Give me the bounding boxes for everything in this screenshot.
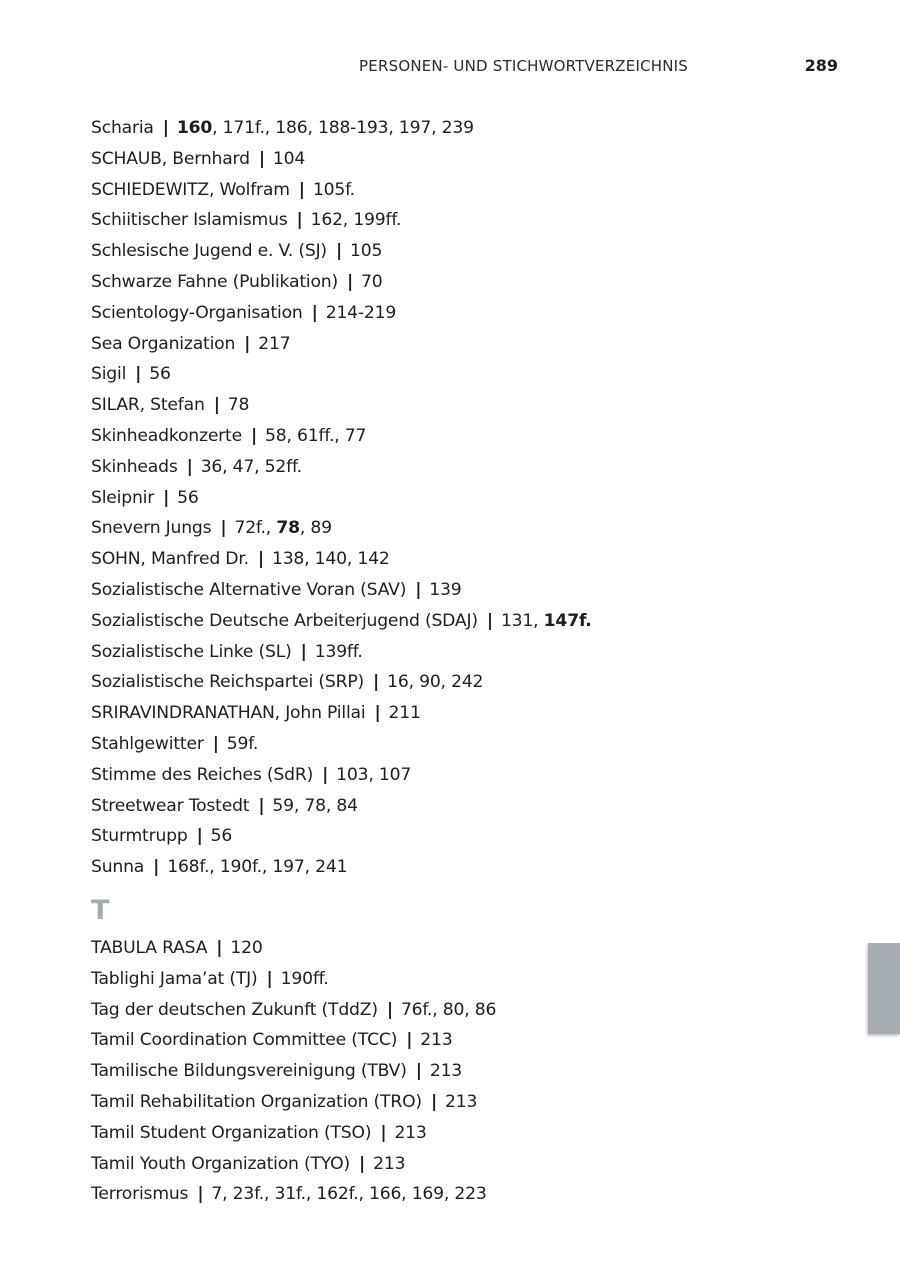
- entry-page-refs: 139: [429, 579, 462, 600]
- entry-page-refs: 56: [177, 487, 199, 508]
- index-entry: [91, 1149, 851, 1180]
- entry-page-ref-bold: 147f.: [543, 610, 592, 631]
- entry-separator: |: [335, 241, 343, 262]
- index-entry: [91, 113, 851, 144]
- entry-term: SILAR, Stefan: [91, 395, 205, 416]
- entry-term: Sunna: [91, 857, 145, 878]
- entry-term: Scientology-Organisation: [91, 302, 303, 323]
- index-entry: [91, 544, 851, 575]
- entry-page-refs: , 89: [299, 518, 332, 539]
- entry-separator: |: [197, 1184, 204, 1205]
- entry-page-refs: 78: [227, 395, 250, 416]
- entry-separator: |: [373, 672, 380, 693]
- entry-term: Sturmtrupp: [91, 826, 188, 847]
- entry-term: Stahlgewitter: [91, 733, 204, 754]
- entry-page-refs: 58, 61ff., 77: [265, 425, 367, 446]
- entry-separator: |: [258, 795, 265, 816]
- entry-term: Sozialistische Deutsche Arbeiterjugend (SDAJ): [91, 610, 478, 631]
- entry-separator: |: [212, 733, 219, 754]
- entry-separator: |: [486, 610, 493, 631]
- entry-page-refs: 213: [394, 1122, 427, 1143]
- entry-separator: |: [216, 937, 223, 958]
- entry-page-refs: 168f., 190f., 197, 241: [167, 857, 348, 878]
- entry-page-refs: 131,: [500, 610, 544, 631]
- entry-term: Sozialistische Reichspartei (SRP): [91, 672, 365, 693]
- entry-separator: |: [386, 999, 393, 1020]
- entry-page-refs: 213: [420, 1030, 453, 1051]
- index-entry: [91, 852, 851, 883]
- index-entry: [91, 729, 851, 760]
- entry-separator: |: [430, 1091, 438, 1112]
- thumb-index-tab: [868, 943, 900, 1034]
- entry-separator: |: [311, 302, 318, 323]
- entry-page-refs: 105f.: [312, 179, 355, 200]
- entry-term: Tablighi Jama’at (TJ): [91, 968, 258, 989]
- entry-term: Schiitischer Islamismus: [91, 210, 288, 231]
- entry-separator: |: [257, 549, 264, 570]
- entry-term: Snevern Jungs: [91, 518, 212, 539]
- entry-page-refs: 213: [373, 1153, 406, 1174]
- entry-term: Sigil: [91, 364, 127, 385]
- page-number: 289: [804, 56, 838, 75]
- entry-term: Skinheads: [91, 456, 178, 477]
- entry-separator: |: [163, 487, 170, 508]
- index-entry: [91, 359, 851, 390]
- entry-page-refs: 214-219: [325, 302, 397, 323]
- entry-term: Streetwear Tostedt: [91, 795, 250, 816]
- entry-separator: |: [135, 364, 142, 385]
- entry-page-refs: 139ff.: [314, 641, 363, 662]
- entry-separator: |: [359, 1153, 366, 1174]
- entry-term: Sea Organization: [91, 333, 236, 354]
- entry-term: SRIRAVINDRANATHAN, John Pillai: [91, 703, 366, 724]
- entry-separator: |: [346, 271, 354, 292]
- entry-term: Sleipnir: [91, 487, 155, 508]
- entry-separator: |: [374, 703, 381, 724]
- entry-separator: |: [415, 1061, 422, 1082]
- index-entry: [91, 760, 851, 791]
- entry-separator: |: [296, 210, 303, 231]
- index-entry: [91, 483, 851, 514]
- entry-term: SCHAUB, Bernhard: [91, 148, 250, 169]
- entry-separator: |: [186, 456, 193, 477]
- index-entry: [91, 933, 851, 964]
- entry-term: Tamil Youth Organization (TYO): [91, 1153, 351, 1174]
- entry-term: Skinheadkonzerte: [91, 425, 242, 446]
- index-entry: [91, 267, 851, 298]
- entry-page-refs: 162, 199ff.: [310, 210, 402, 231]
- index-entry: [91, 236, 851, 267]
- entry-separator: |: [300, 641, 307, 662]
- entry-page-refs: 70: [361, 271, 383, 292]
- index-entry: [91, 1179, 851, 1210]
- entry-page-refs: 103, 107: [336, 764, 412, 785]
- entry-page-refs: 56: [210, 826, 233, 847]
- index-entry: [91, 1118, 851, 1149]
- entry-page-refs: 213: [429, 1061, 463, 1082]
- entry-page-refs: 7, 23f., 31f., 162f., 166, 169, 223: [211, 1184, 487, 1205]
- index-entry: [91, 667, 851, 698]
- entry-separator: |: [380, 1122, 387, 1143]
- entry-term: TABULA RASA: [91, 937, 208, 958]
- entry-page-refs: 104: [272, 148, 306, 169]
- entry-page-refs: 56: [149, 364, 171, 385]
- entry-page-refs: , 171f., 186, 188-193, 197, 239: [212, 118, 474, 138]
- index-entry: [91, 329, 851, 360]
- index-entry: [91, 637, 851, 668]
- index-entry: [91, 175, 851, 206]
- entry-term: Schlesische Jugend e. V. (SJ): [91, 241, 327, 262]
- index-entry: [91, 205, 851, 236]
- entry-page-refs: 105: [350, 241, 383, 262]
- entry-term: Tamilische Bildungsvereinigung (TBV): [91, 1061, 407, 1082]
- index-entry: [91, 1025, 851, 1056]
- entry-term: Schwarze Fahne (Publikation): [91, 271, 338, 292]
- entry-term: Stimme des Reiches (SdR): [91, 764, 314, 785]
- index-entry: [91, 452, 851, 483]
- index-entry: [91, 390, 851, 421]
- index-entry: [91, 791, 851, 822]
- index-group-t: [91, 933, 851, 1210]
- index-entry: [91, 995, 851, 1026]
- entry-page-refs: 120: [230, 937, 263, 958]
- entry-term: Terrorismus: [91, 1184, 189, 1205]
- index-entry: [91, 513, 851, 544]
- running-header: PERSONEN- UND STICHWORTVERZEICHNIS: [359, 57, 688, 75]
- entry-term: Tag der deutschen Zukunft (TddZ): [91, 999, 378, 1020]
- entry-page-refs: 59, 78, 84: [272, 795, 358, 816]
- entry-separator: |: [213, 395, 220, 416]
- entry-page-refs: 211: [388, 703, 421, 724]
- entry-term: Sozialistische Linke (SL): [91, 641, 292, 662]
- entry-page-refs: 59f.: [226, 733, 259, 754]
- entry-term: Sozialistische Alternative Voran (SAV): [91, 579, 407, 600]
- entry-term: SOHN, Manfred Dr.: [91, 549, 249, 570]
- entry-page-ref-bold: 78: [276, 518, 300, 539]
- index-entry: [91, 821, 851, 852]
- entry-separator: |: [406, 1030, 413, 1051]
- entry-page-refs: 190ff.: [280, 968, 329, 989]
- entry-separator: |: [266, 968, 273, 989]
- entry-page-ref-bold: 160: [176, 118, 213, 138]
- entry-term: Scharia: [91, 118, 154, 138]
- entry-separator: |: [298, 179, 305, 200]
- entry-separator: |: [244, 333, 251, 354]
- index-entry: [91, 1087, 851, 1118]
- entry-separator: |: [322, 764, 329, 785]
- index-entry: [91, 575, 851, 606]
- entry-separator: |: [250, 425, 258, 446]
- entry-term: Tamil Student Organization (TSO): [91, 1122, 372, 1143]
- entry-separator: |: [162, 118, 169, 138]
- entry-separator: |: [415, 579, 422, 600]
- entry-separator: |: [196, 826, 203, 847]
- entry-term: Tamil Coordination Committee (TCC): [91, 1030, 398, 1051]
- section-letter: T: [91, 894, 110, 926]
- index-entry: [91, 298, 851, 329]
- entry-term: Tamil Rehabilitation Organization (TRO): [91, 1091, 422, 1112]
- index-group-s: [91, 113, 851, 883]
- entry-page-refs: 72f.,: [234, 518, 277, 539]
- entry-page-refs: 217: [258, 333, 291, 354]
- index-entry: [91, 606, 851, 637]
- entry-page-refs: 36, 47, 52ff.: [200, 456, 302, 477]
- index-entry: [91, 144, 851, 175]
- index-entry: [91, 698, 851, 729]
- index-entry: [91, 421, 851, 452]
- index-list: [91, 113, 851, 1210]
- index-entry: [91, 964, 851, 995]
- index-entry: [91, 1056, 851, 1087]
- entry-separator: |: [153, 857, 160, 878]
- entry-page-refs: 213: [445, 1091, 478, 1112]
- entry-page-refs: 76f., 80, 86: [400, 999, 497, 1020]
- entry-page-refs: 16, 90, 242: [387, 672, 484, 693]
- entry-separator: |: [220, 518, 227, 539]
- entry-separator: |: [258, 148, 265, 169]
- entry-term: SCHIEDEWITZ, Wolfram: [91, 179, 290, 200]
- entry-page-refs: 138, 140, 142: [271, 549, 390, 570]
